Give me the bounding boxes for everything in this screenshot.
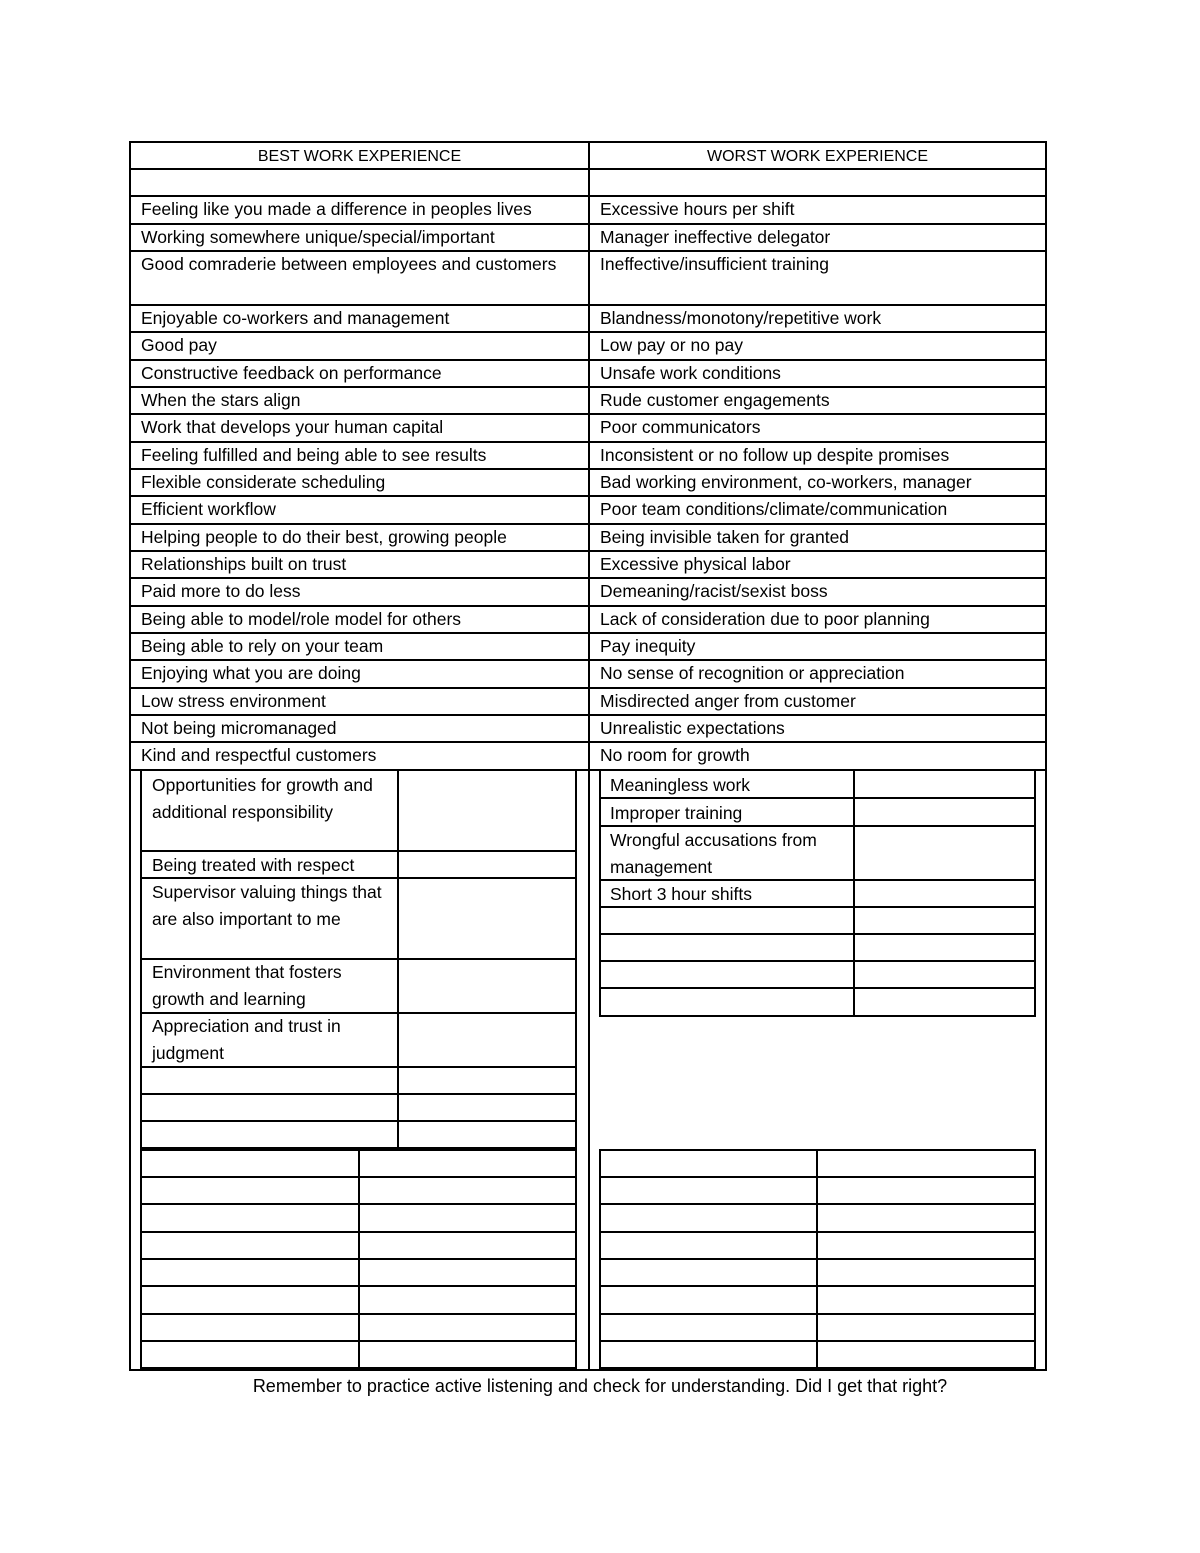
best-nested-item: Environment that fosters growth and learning [152,962,342,1009]
best-row-text: Constructive feedback on performance [141,363,442,383]
best-row-text: Feeling fulfilled and being able to see results [141,445,487,465]
best-row-text: Working somewhere unique/special/important [141,227,495,247]
table-border-bottom [129,1369,1047,1371]
best-row-text: Being able to model/role model for others [141,609,462,629]
best-nested-item: Opportunities for growth and additional responsibility [152,775,373,822]
best-row-text: Enjoying what you are doing [141,663,361,683]
column-divider [588,141,590,1371]
worst-row-text: Being invisible taken for granted [600,527,850,547]
worst-row-text: Demeaning/racist/sexist boss [600,581,828,601]
best-row-text: Good comraderie between employees and customers [141,254,557,274]
worst-nested-right-border [1034,771,1036,1017]
worst-row-text: Rude customer engagements [600,390,830,410]
worst-row-text: Poor communicators [600,417,761,437]
grid-line [140,1340,577,1342]
worst-row-text: Inconsistent or no follow up despite promises [600,445,950,465]
grid-line [599,1176,1036,1178]
table-border-left [129,141,131,1371]
grid-line [140,1176,577,1178]
worst-row-text: Unsafe work conditions [600,363,781,383]
worst-nested-item: Short 3 hour shifts [610,884,753,904]
best-row-text: Efficient workflow [141,499,276,519]
worst-nested-line [599,933,1036,935]
worst-nested-item: Wrongful accusations from management [610,830,817,877]
best-nested-line [140,1120,577,1122]
best-row-text: Not being micromanaged [141,718,337,738]
best-row-text: Helping people to do their best, growing people [141,527,507,547]
worst-row-text: Misdirected anger from customer [600,691,856,711]
grid-line [140,1313,577,1315]
best-nested-item: Being treated with respect [152,855,355,875]
grid-line [599,1149,1036,1151]
grid-line [599,1285,1036,1287]
grid-line [599,1231,1036,1233]
worst-row-text: Bad working environment, co-workers, manager [600,472,972,492]
best-row-text: Work that develops your human capital [141,417,444,437]
best-row-text: When the stars align [141,390,301,410]
worst-nested-left-border [599,771,601,1017]
header-worst: WORST WORK EXPERIENCE [706,148,929,165]
grid-line [140,1149,577,1151]
best-row-text: Good pay [141,335,217,355]
worst-nested-item: Improper training [610,803,743,823]
grid-line [599,1313,1036,1315]
grid-line [140,1258,577,1260]
header-best: BEST WORK EXPERIENCE [257,148,462,165]
best-nested-item: Appreciation and trust in judgment [152,1016,341,1063]
table-row-line [129,769,1047,771]
worst-row-text: Excessive physical labor [600,554,791,574]
worst-row-text: Unrealistic expectations [600,718,785,738]
best-row-text: Paid more to do less [141,581,301,601]
table-border-right [1045,141,1047,1371]
worst-row-text: Ineffective/insufficient training [600,254,829,274]
best-row-text: Relationships built on trust [141,554,347,574]
worst-row-text: Pay inequity [600,636,696,656]
worst-nested-line [599,960,1036,962]
worst-nested-mid-border [853,771,855,1017]
grid-line [599,1203,1036,1205]
best-row-text: Flexible considerate scheduling [141,472,386,492]
grid-line [140,1203,577,1205]
grid-line [140,1367,577,1369]
best-row-text: Kind and respectful customers [141,745,377,765]
best-row-text: Being able to rely on your team [141,636,384,656]
best-row-text: Low stress environment [141,691,326,711]
best-row-text: Feeling like you made a difference in peoples lives [141,199,532,219]
worst-row-text: Low pay or no pay [600,335,744,355]
best-nested-item: Supervisor valuing things that are also important to me [152,882,382,929]
worst-nested-line [599,987,1036,989]
worst-nested-bottom-border [599,1015,1036,1017]
grid-line [599,1258,1036,1260]
worst-row-text: Lack of consideration due to poor planning [600,609,930,629]
worst-row-text: Excessive hours per shift [600,199,795,219]
grid-line [599,1340,1036,1342]
grid-line [599,1367,1036,1369]
table-row-line [129,168,1047,170]
best-nested-line [140,1093,577,1095]
grid-line [140,1231,577,1233]
footer-reminder: Remember to practice active listening and check for understanding. Did I get that right? [252,1376,948,1396]
worst-row-text: No room for growth [600,745,750,765]
worst-row-text: Poor team conditions/climate/communication [600,499,948,519]
worst-row-text: Manager ineffective delegator [600,227,831,247]
worst-nested-item: Meaningless work [610,775,751,795]
worst-row-text: Blandness/monotony/repetitive work [600,308,882,328]
best-row-text: Enjoyable co-workers and management [141,308,450,328]
worst-row-text: No sense of recognition or appreciation [600,663,905,683]
grid-line [140,1285,577,1287]
